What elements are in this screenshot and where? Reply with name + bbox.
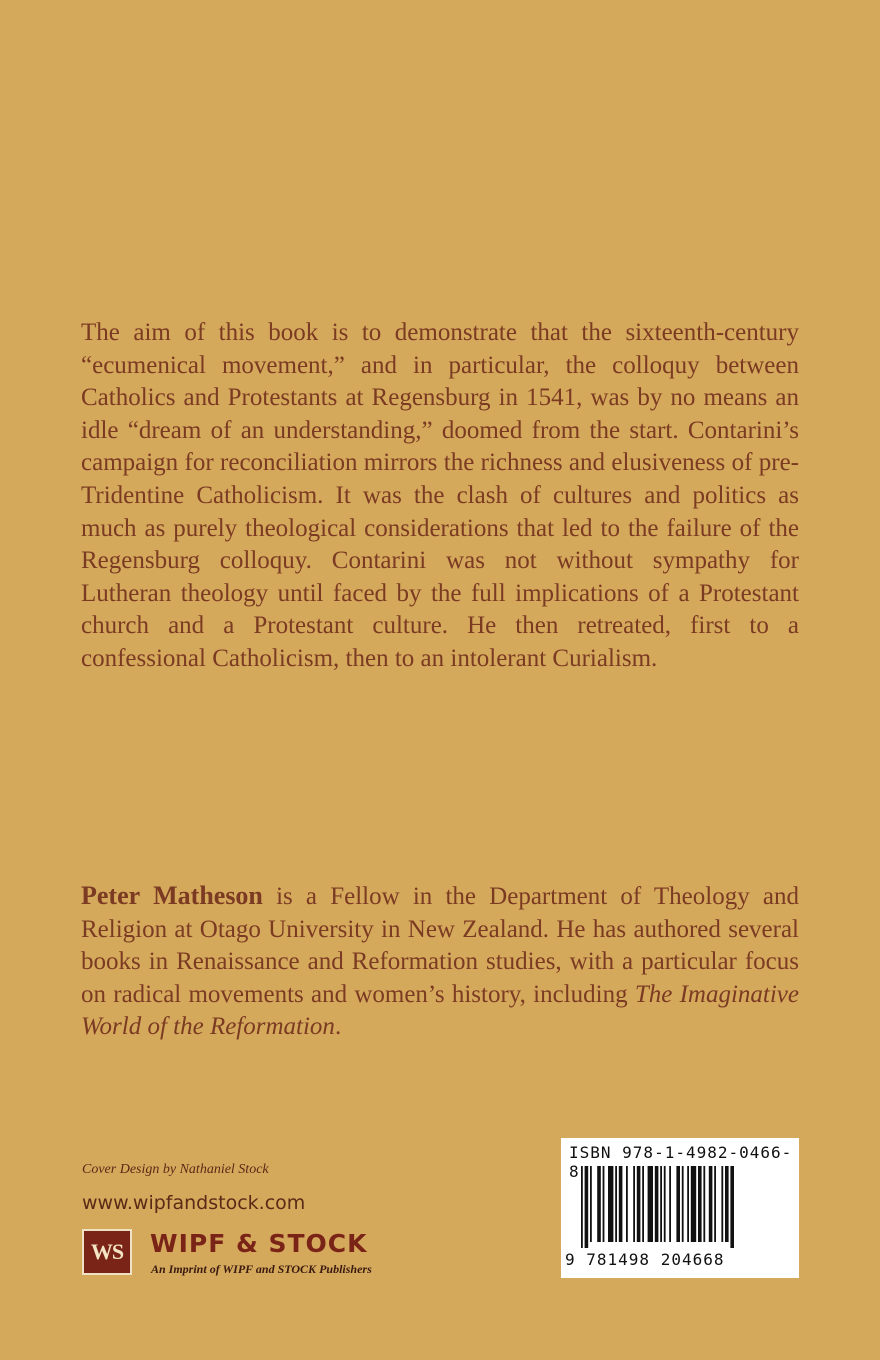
barcode-bar [608,1166,613,1242]
barcode-bar [698,1166,702,1242]
barcode-bar [597,1166,601,1242]
barcode-bar [730,1166,734,1248]
publisher-imprint: An Imprint of WIPF and STOCK Publishers [151,1262,372,1276]
barcode-bar [603,1166,605,1242]
bio-end: . [334,1013,342,1041]
barcode-bar [648,1166,653,1242]
barcode-bar [676,1166,680,1242]
barcode-bar [660,1166,662,1242]
barcode-bar [633,1166,635,1242]
barcode-bar [703,1166,705,1242]
barcode-bar [669,1166,671,1242]
author-bio [81,880,799,1044]
barcode-bar [691,1166,696,1242]
barcode-bar [687,1166,689,1242]
book-title: The Imaginative World of the Reformation [81,980,799,1041]
barcode-bar [725,1166,729,1242]
blurb-text: The aim of this book is to demonstrate that the sixteenth-century “ecumenical movement,” and in particular, the colloquy between Catholics and Protestants at Regensburg in 1541, was by no means an idle “dream of an understanding,” doomed from the start. Contarini’s campaign for reconciliation mirrors the richness and elusiveness of pre-Tridentine Catholicism. It was the clash of cultures and politics as much as purely theological considerations that led to the failure of the Regensburg colloquy. Contarini was not without sympathy for Lutheran theology until faced by the full implications of a Protestant church and a Protestant culture. He then retreated, first to a confessional Catholicism, then to an intolerant Curialism. [81,319,799,672]
barcode-bar [637,1166,641,1242]
publisher-website[interactable]: www.wipfandstock.com [82,1192,306,1214]
barcode-bar [581,1166,583,1248]
publisher-logo-icon [82,1229,132,1275]
barcode-bar [619,1166,623,1242]
author-name: Peter Matheson [81,881,263,910]
barcode-bar [721,1166,723,1242]
barcode-bar [615,1166,617,1242]
barcode-bar [664,1166,666,1242]
barcode-digits: 9 781498 204668 [565,1250,725,1269]
barcode-bar [709,1166,713,1242]
publisher-brand: WIPF & STOCK [150,1229,368,1258]
barcode-bar [590,1166,592,1242]
logo-letters: WS [90,1239,124,1264]
cover-design-credit: Cover Design by Nathaniel Stock [82,1162,269,1177]
barcode-bars [581,1166,781,1248]
barcode-bar [714,1166,716,1242]
bio-text: is a Fellow in the Department of Theology and Religion at Otago University in New Zealand. He has authored several books in Renaissance and Reformation studies, with a particular focus on radical movements and women’s history, including [81,883,800,1008]
barcode-bar [626,1166,628,1242]
isbn-label: ISBN 978-1-4982-0466-8 [569,1143,793,1181]
isbn-barcode [561,1138,799,1278]
barcode-bar [585,1166,589,1248]
barcode-bar [682,1166,684,1242]
barcode-bar [642,1166,644,1242]
barcode-bar [655,1166,659,1242]
back-cover-blurb [81,317,799,676]
